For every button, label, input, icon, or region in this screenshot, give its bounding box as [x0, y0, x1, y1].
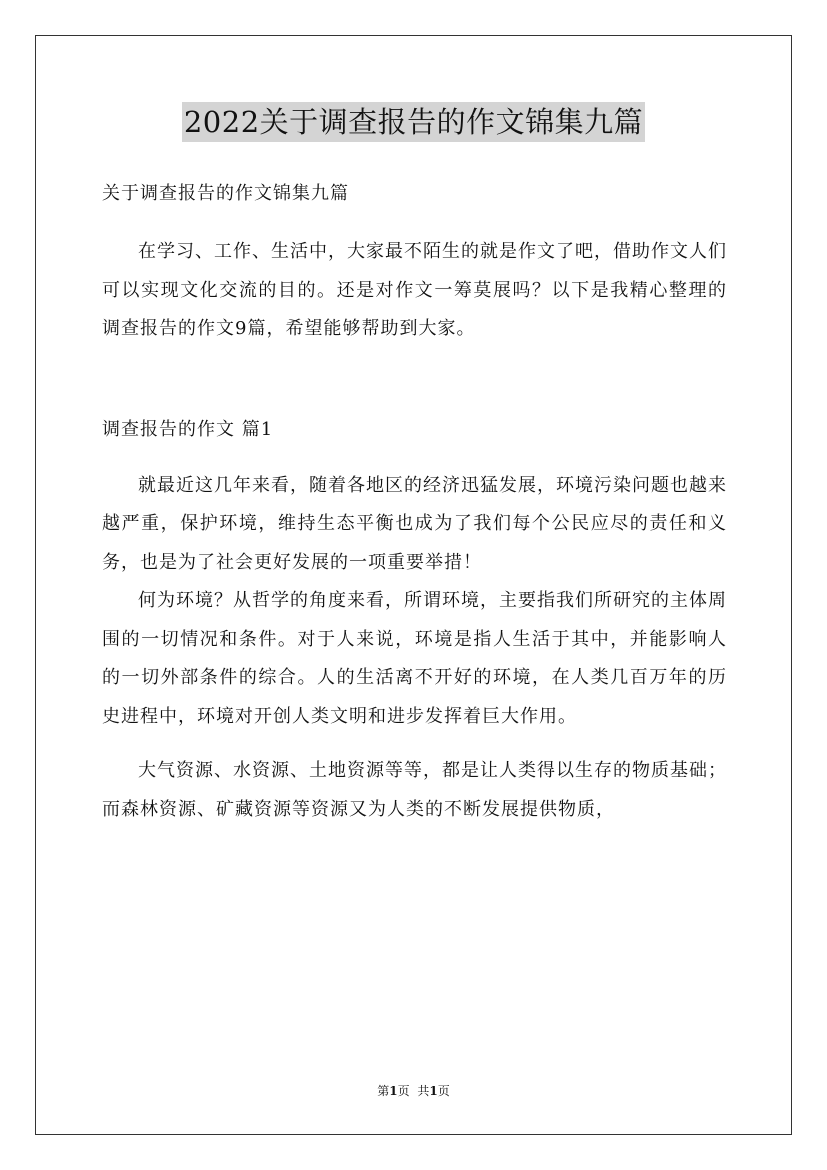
- section-paragraph-1: 就最近这几年来看，随着各地区的经济迅猛发展，环境污染问题也越来越严重，保护环境，维持生态平衡也成为了我们每个公民应尽的责任和义务，也是为了社会更好发展的一项重要举措！: [102, 474, 727, 573]
- page-prefix: 第: [377, 1084, 390, 1098]
- section-paragraph-2: 何为环境？从哲学的角度来看，所谓环境，主要指我们所研究的主体周围的一切情况和条件。对于人来说，环境是指人生活于其中，并能影响人的一切外部条件的综合。人的生活离不开好的环境，在人类几百万年的历史进程中，环境对开创人类文明和进步发挥着巨大作用。: [102, 590, 727, 727]
- page-total: 1: [429, 1084, 438, 1098]
- title-container: [0, 102, 827, 142]
- document-subtitle: 关于调查报告的作文锦集九篇: [102, 183, 349, 204]
- section-heading: 调查报告的作文 篇1: [102, 418, 274, 440]
- section-paragraph-3: 大气资源、水资源、土地资源等等，都是让人类得以生存的物质基础；而森林资源、矿藏资源等资源又为人类的不断发展提供物质，: [102, 760, 727, 820]
- page-current: 1: [389, 1084, 398, 1098]
- document-title: 2022关于调查报告的作文锦集九篇: [182, 102, 645, 142]
- total-suffix: 页: [437, 1084, 450, 1098]
- document-body: [102, 175, 727, 829]
- page-suffix: 页: [397, 1084, 410, 1098]
- intro-paragraph: 在学习、工作、生活中，大家最不陌生的就是作文了吧，借助作文人们可以实现文化交流的目的。还是对作文一筹莫展吗？以下是我精心整理的调查报告的作文9篇，希望能够帮助到大家。: [102, 241, 727, 339]
- page-footer: [0, 1082, 827, 1099]
- total-prefix: 共: [417, 1084, 430, 1098]
